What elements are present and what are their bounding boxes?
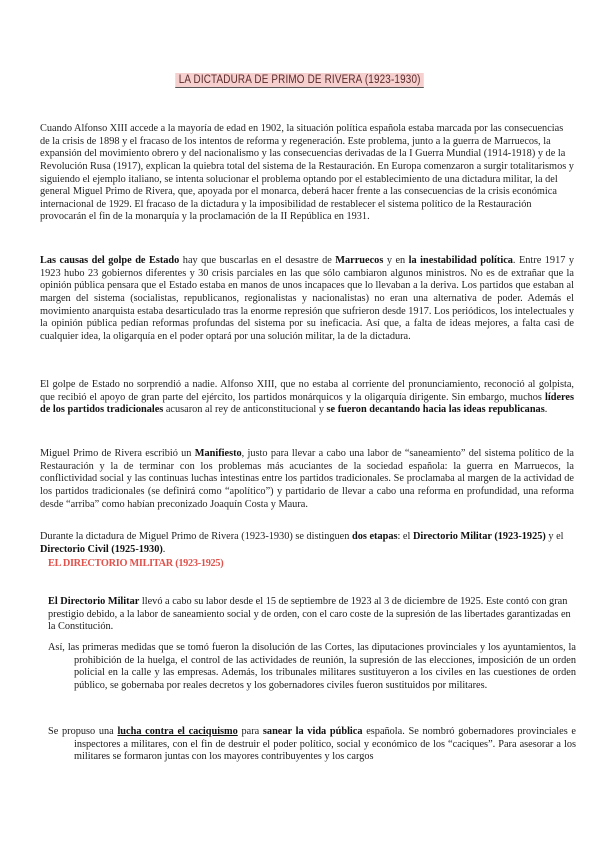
title-wrap [0, 70, 600, 88]
directorio-paragraph [48, 596, 576, 634]
directorio-militar-bold: Directorio Militar (1923-1925) [412, 531, 546, 543]
text-span: . [162, 543, 166, 555]
inestabilidad-bold: la inestabilidad política [408, 255, 513, 267]
page-title: LA DICTADURA DE PRIMO DE RIVERA (1923-1930) [176, 73, 425, 88]
text-span: acusaron al rey de anticonstitucional y [163, 404, 327, 416]
text-span: y en [383, 255, 409, 267]
directorio-civil-bold: Directorio Civil (1925-1930) [40, 543, 163, 555]
causes-paragraph [40, 255, 574, 343]
manifiesto-bold: Manifiesto [194, 448, 242, 460]
section-heading: EL DIRECTORIO MILITAR (1923-1925) [48, 558, 224, 569]
directorio-bold: El Directorio Militar [48, 596, 140, 608]
text-span: : el [397, 531, 413, 543]
dos-etapas-bold: dos etapas [351, 531, 398, 543]
intro-paragraph: Cuando Alfonso XIII accede a la mayoría de edad en 1902, la situación política española estaba marcada por las consecuencias de la crisis de 1898 y el fracaso de los intentos de reforma y regeneración. Este problema, junto a la guerra de Marruecos, la expansión del movimiento obrero y del nacionalismo y las consecuencias derivadas de la I Guerra Mundial (1914-1918) y de la Revolución Rusa (1917), explican la quiebra total del sistema de la Restauración. En Europa comenzaron a surgir totalitarismos y siguiendo el ejemplo italiano, se intenta solucionar el problema optando por el establecimiento de una dictadura militar, la del general Miguel Primo de Rivera, que, apoyada por el monarca, deberá hacer frente a las consecuencias de la crisis económica internacional de 1929. El fracaso de la dictadura y la imposibilidad de restablecer el sistema político de la Restauración provocarán el fin de la monarquía y la proclamación de la II República en 1931. [40, 123, 574, 223]
text-span: . [544, 404, 548, 416]
text-span: El golpe de Estado no sorprendió a nadie. Alfonso XIII, que no estaba al corriente del pronunciamiento, reconoció al golpista, que recibió el apoyo de gran parte del ejército, los partidos monárquicos y la oligarquía dirigente. Sin embargo, muchos [40, 379, 574, 403]
text-span: Miguel Primo de Rivera escribió un [40, 448, 195, 460]
republicanas-bold: se fueron decantando hacia las ideas republicanas [326, 404, 545, 416]
caciquismo-paragraph [48, 726, 576, 764]
text-span: . Entre 1917 y 1923 hubo 23 gobiernos diferentes y 30 crisis parciales en las que sólo cambiaron algunos ministros. No es de extrañar que la opinión pública pensara que el Estado estaba en manos de unos incapaces que lo llevaban a la deriva. Los partidos que estaban al margen del sistema (socialistas, republicanos, regionalistas y nacionalistas) no eran una alternativa de poder. Además el movimiento anarquista estaba desarticulado tras la enorme represión que sufrieron desde 1917. Los periódicos, los intelectuales y la opinión pública pedían reformas profundas del sistema por su ineficacia. Así que, a falta de ideas mejores, a falta casi de cualquier idea, la oligarquía en el poder optará por una solución militar, la de la dictadura. [40, 255, 575, 342]
text-span: Durante la dictadura de Miguel Primo de Rivera (1923-1930) se distinguen [40, 531, 352, 543]
coup-paragraph [40, 379, 574, 417]
text-span: española. Se nombró gobernadores provinciales e inspectores a militares, con el fin de destruir el poder político, social y económico de los “caciques”. Para asesorar a los militares se formaron juntas con los mayores contribuyentes y los cargos [74, 726, 576, 763]
causes-heading-bold: Las causas del golpe de Estado [40, 255, 180, 267]
text-span: y el [545, 531, 564, 543]
marruecos-bold: Marruecos [335, 255, 384, 267]
manifiesto-paragraph [40, 448, 574, 511]
text-span: Se propuso una [48, 726, 118, 738]
lideres-bold: líderes de los partidos tradicionales [40, 391, 574, 416]
stages-paragraph [40, 531, 574, 556]
text-span: , justo para llevar a cabo una labor de “saneamiento” del sistema político de la Restauración y la de terminar con los problemas más acuciantes de la sociedad española: la guerra en Marruecos, la conflictividad social y las continuas luchas intestinas entre los partidos tradicionales. Se proclamaba al margen de la actividad de los partidos tradicionales (se definirá como “apolítico”) y partidario de llevar a cabo una reforma en profundidad, una reforma desde “arriba” como habían preconizado Joaquín Costa y Maura. [40, 448, 575, 510]
sanear-bold: sanear la vida pública [262, 726, 363, 738]
text-span: para [237, 726, 263, 738]
measures-paragraph: Así, las primeras medidas que se tomó fueron la disolución de las Cortes, las diputaciones provinciales y los ayuntamientos, la prohibición de la huelga, el control de las actividades de reunión, la supresión de las elecciones, imposición de un orden policial en la calle y las empresas. Además, los tribunales militares sustituyeron a los civiles en las cuestiones de orden público, se gobernaba por reales decretos y los gobernadores civiles fueron sustituidos por militares. [48, 642, 576, 692]
text-span: llevó a cabo su labor desde el 15 de septiembre de 1923 al 3 de diciembre de 1925. Este contó con gran prestigio debido, a la labor de saneamiento social y de orden, con el caro coste de la supresión de las libertades garantizadas en la Constitución. [48, 596, 571, 633]
text-span: hay que buscarlas en el desastre de [179, 255, 336, 267]
caciquismo-bold: lucha contra el caciquismo [117, 726, 238, 738]
